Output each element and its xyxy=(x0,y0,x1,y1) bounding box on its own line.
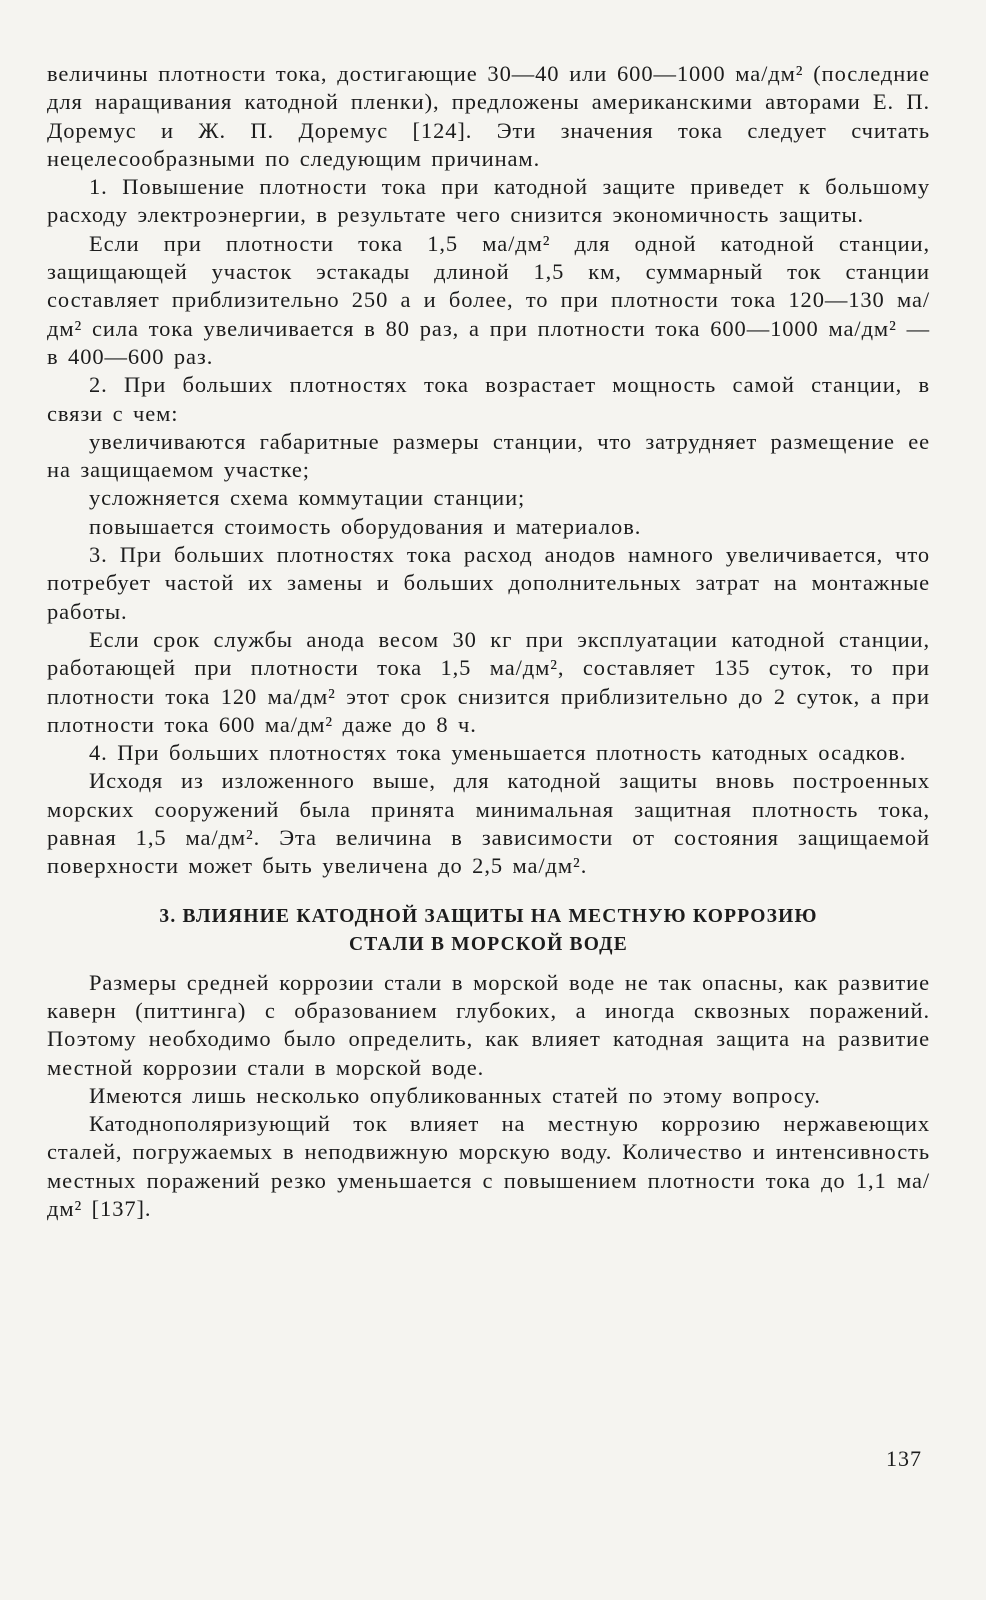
paragraph: Если при плотности тока 1,5 ма/дм² для одной катодной станции, защищающей участок эстакады длиной 1,5 км, суммарный ток станции составляет приблизительно 250 а и более, то при плотности тока 120—130 ма/дм² сила тока увеличивается в 80 раз, а при плотности тока 600—1000 ма/дм² — в 400—600 раз. xyxy=(47,230,930,369)
section-heading-line-1: 3. ВЛИЯНИЕ КАТОДНОЙ ЗАЩИТЫ НА МЕСТНУЮ КОРРОЗИЮ xyxy=(159,905,818,927)
paragraph: усложняется схема коммутации станции; xyxy=(89,485,526,511)
paragraph: повышается стоимость оборудования и материалов. xyxy=(89,513,642,539)
paragraph: Если срок службы анода весом 30 кг при эксплуатации катодной станции, работающей при плотности тока 1,5 ма/дм², составляет 135 суток, то при плотности тока 120 ма/дм² этот срок снизится приблизительно до 2 суток, а при плотности тока 600 ма/дм² даже до 8 ч. xyxy=(47,626,930,737)
section-heading-line-2: СТАЛИ В МОРСКОЙ ВОДЕ xyxy=(349,933,628,955)
section-heading xyxy=(47,903,930,959)
page-body xyxy=(47,60,930,1223)
paragraph: 1. Повышение плотности тока при катодной защите приведет к большому расходу электроэнергии, в результате чего снизится экономичность защиты. xyxy=(47,174,930,228)
paragraph: увеличиваются габаритные размеры станции, что затрудняет размещение ее на защищаемом участке; xyxy=(47,428,930,483)
paragraph: 3. При больших плотностях тока расход анодов намного увеличивается, что потребует частой их замены и больших дополнительных затрат на монтажные работы. xyxy=(47,542,930,624)
paragraph: величины плотности тока, достигающие 30—40 или 600—1000 ма/дм² (последние для наращивания катодной пленки), предложены американскими авторами Е. П. Доремус и Ж. П. Доремус [124]. Эти значения тока следует считать нецелесообразными по следующим причинам. xyxy=(47,61,930,171)
page-number: 137 xyxy=(886,1446,922,1471)
paragraph: 4. При больших плотностях тока уменьшается плотность катодных осадков. xyxy=(89,740,907,766)
paragraph: Размеры средней коррозии стали в морской воде не так опасны, как развитие каверн (питтинга) с образованием глубоких, а иногда сквозных поражений. Поэтому необходимо было определить, как влияет катодная защита на развитие местной коррозии стали в морской воде. xyxy=(47,969,930,1080)
paragraph: Имеются лишь несколько опубликованных статей по этому вопросу. xyxy=(89,1082,821,1108)
paragraph: Исходя из изложенного выше, для катодной защиты вновь построенных морских сооружений была принята минимальная защитная плотность тока, равная 1,5 ма/дм². Эта величина в зависимости от состояния защищаемой поверхности может быть увеличена до 2,5 ма/дм². xyxy=(47,768,930,879)
paragraph: Катоднополяризующий ток влияет на местную коррозию нержавеющих сталей, погружаемых в неподвижную морскую воду. Количество и интенсивность местных поражений резко уменьшается с повышением плотности тока до 1,1 ма/дм² [137]. xyxy=(47,1111,930,1221)
paragraph: 2. При больших плотностях тока возрастает мощность самой станции, в связи с чем: xyxy=(47,372,930,426)
